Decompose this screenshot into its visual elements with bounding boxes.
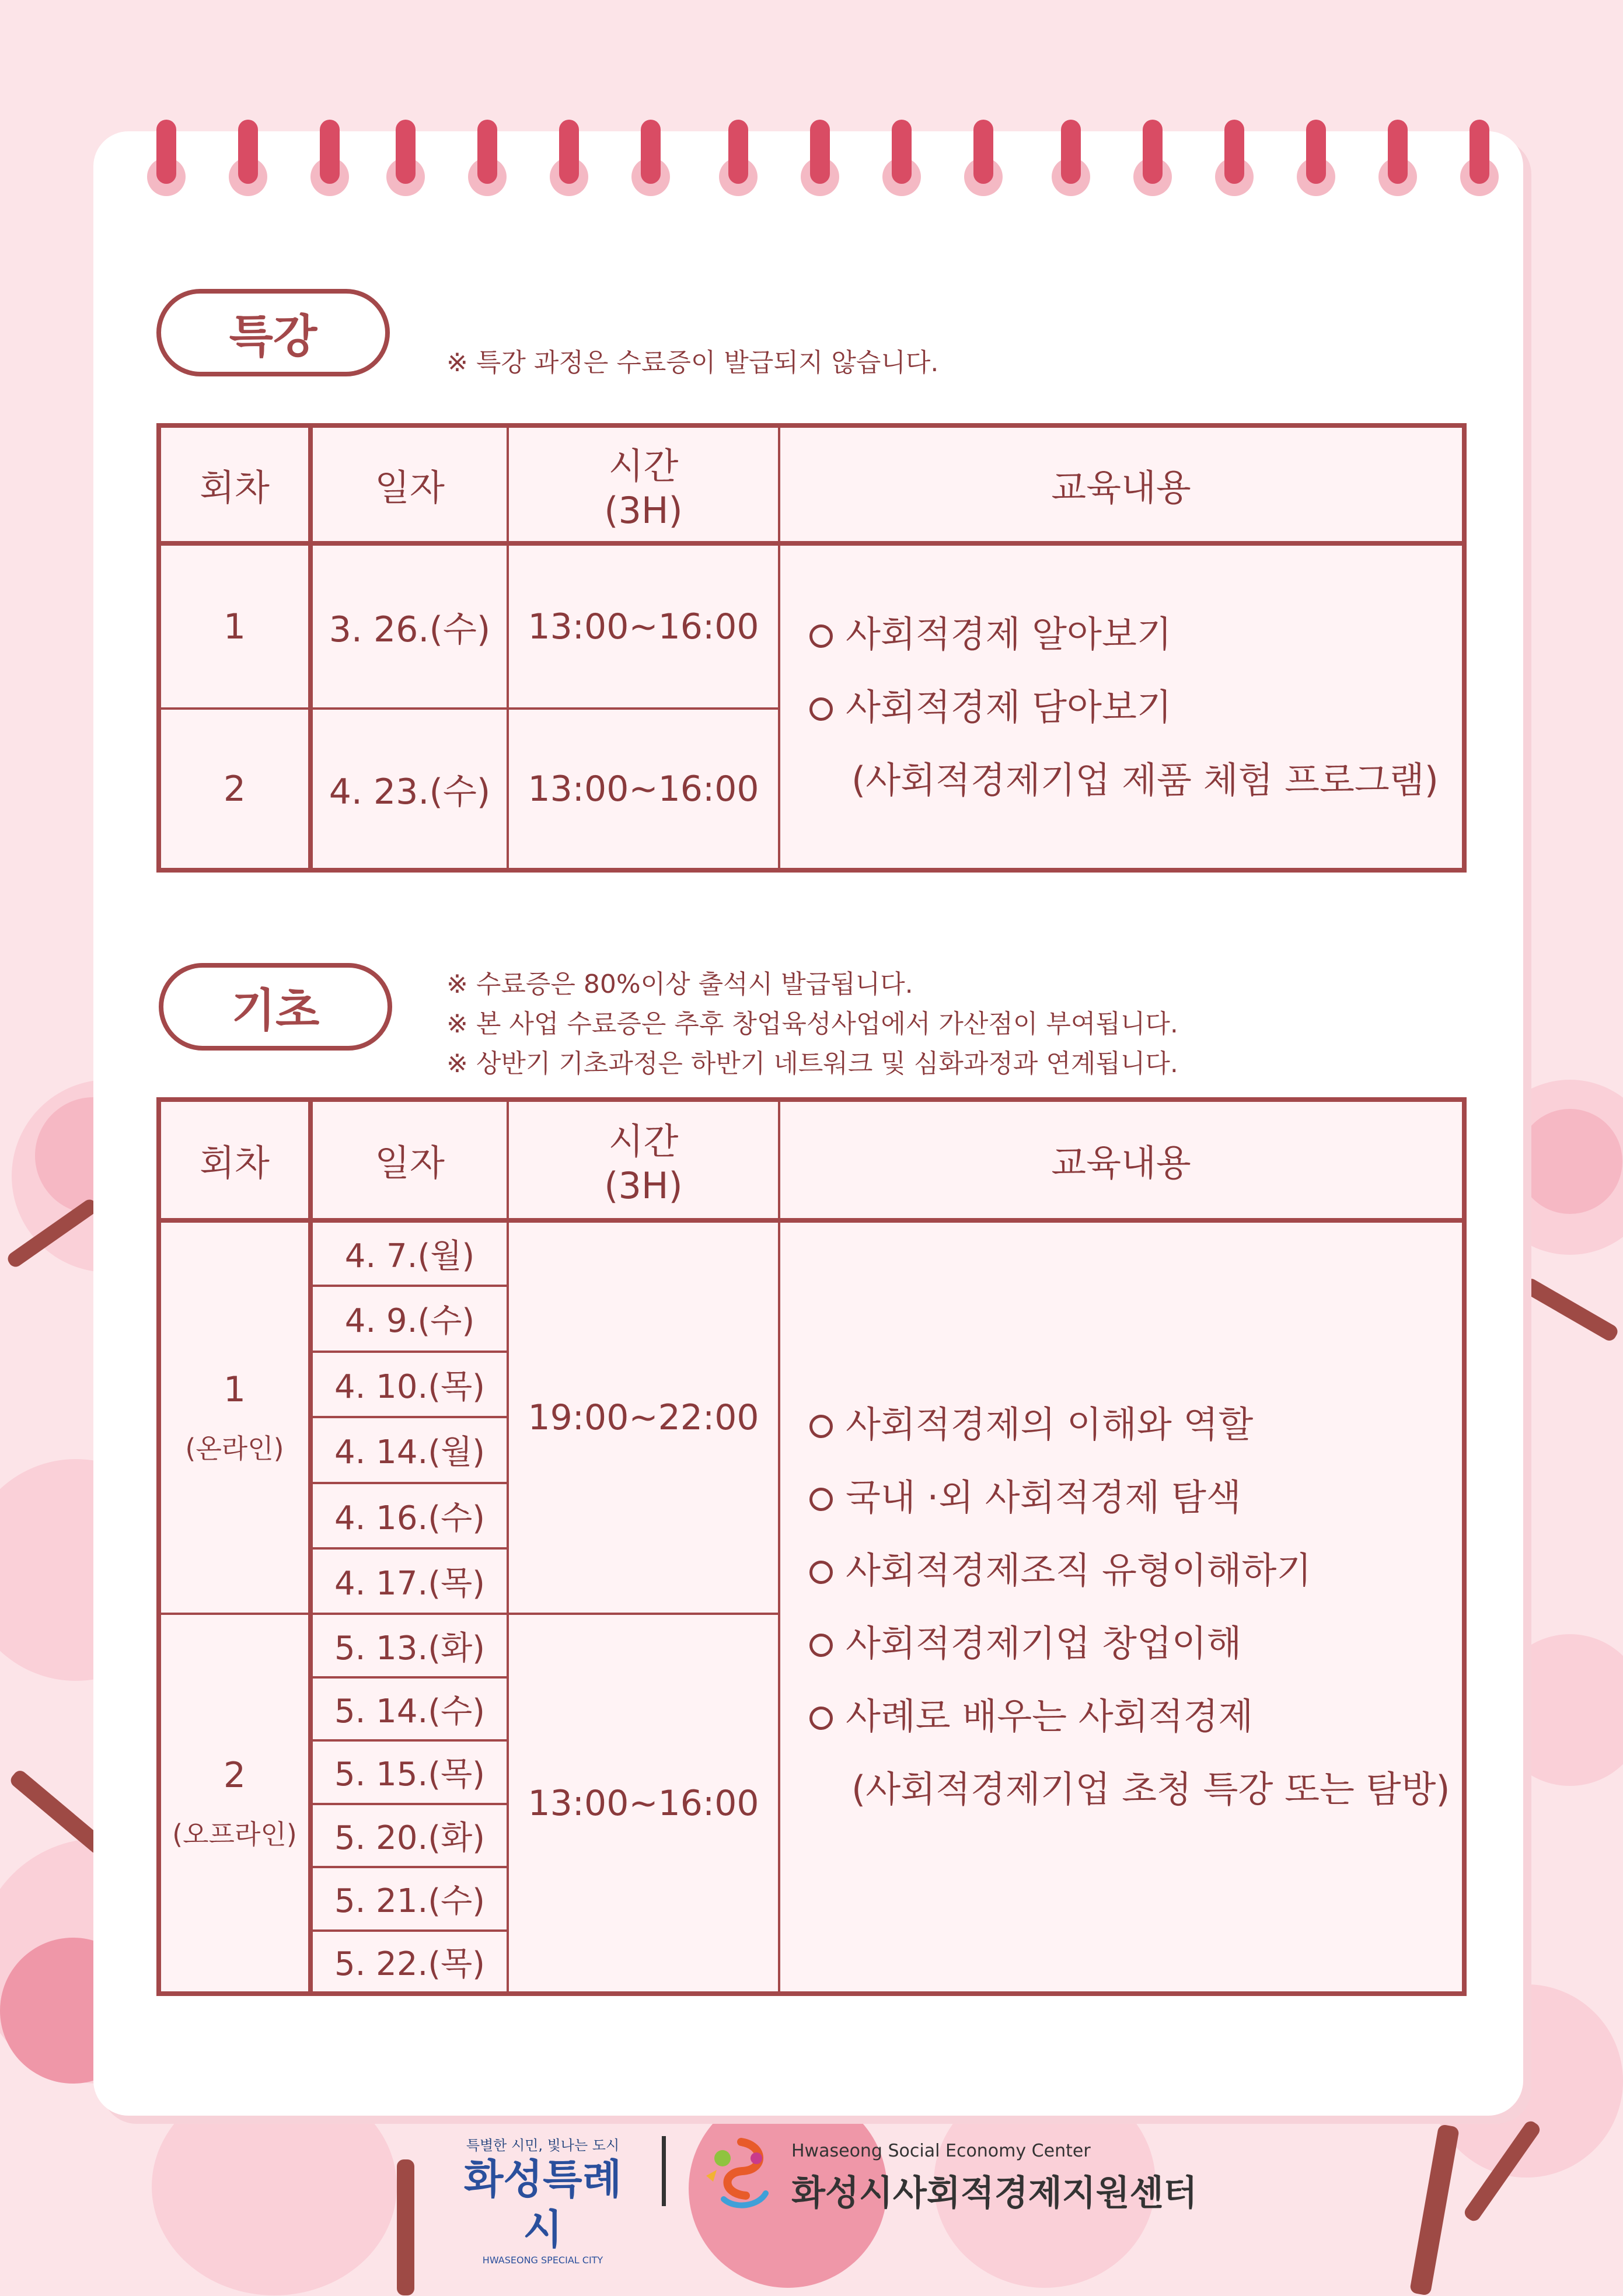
- logo-divider: [662, 2136, 666, 2206]
- content-item: [809, 1680, 1462, 1753]
- time-cell: 13:00~16:00: [508, 543, 779, 709]
- content-cell: [779, 1220, 1464, 1994]
- date-cell: 5. 15.(목): [310, 1740, 508, 1803]
- date-cell: 5. 22.(목): [310, 1931, 508, 1994]
- special-lecture-note: ※ 특강 과정은 수료증이 발급되지 않습니다.: [446, 348, 939, 378]
- header-date: 일자: [310, 425, 508, 543]
- center-name-english: Hwaseong Social Economy Center: [791, 2141, 1091, 2161]
- round-cell: [159, 1220, 310, 1614]
- date-cell: 5. 21.(수): [310, 1867, 508, 1930]
- hwaseong-city-logo: [455, 2124, 630, 2266]
- time-cell: 19:00~22:00: [508, 1220, 779, 1614]
- circle-bullet-icon: [809, 1415, 833, 1438]
- circle-bullet-icon: [809, 624, 833, 648]
- content-item-text: 사회적경제의 이해와 역할: [846, 1403, 1254, 1446]
- content-item: [809, 1607, 1462, 1680]
- circle-bullet-icon: [809, 1707, 833, 1730]
- round-cell: [159, 1614, 310, 1994]
- header-time: [508, 425, 779, 543]
- date-cell: 4. 14.(월): [310, 1417, 508, 1482]
- content-cell: [779, 543, 1464, 870]
- date-cell: 4. 23.(수): [310, 709, 508, 870]
- content-item-text: 사회적경제조직 유형이해하기: [846, 1549, 1312, 1592]
- date-cell: 4. 9.(수): [310, 1286, 508, 1351]
- table-row: [159, 1220, 1464, 1286]
- basic-note-3: ※ 상반기 기초과정은 하반기 네트워크 및 심화과정과 연계됩니다.: [446, 1049, 1178, 1079]
- content-item: [809, 1534, 1462, 1607]
- round-cell: 1: [159, 543, 310, 709]
- date-cell: 4. 10.(목): [310, 1352, 508, 1417]
- header-time: [508, 1100, 779, 1220]
- content-item-text: 사회적경제기업 창업이해: [846, 1622, 1242, 1665]
- round-mode: (오프라인): [172, 1818, 297, 1850]
- circle-bullet-icon: [809, 1634, 833, 1657]
- header-time-label: 시간: [608, 1120, 679, 1163]
- footer-logos: [0, 2124, 1623, 2264]
- round-mode: (온라인): [185, 1433, 284, 1465]
- table-row: [159, 543, 1464, 709]
- content-item: [809, 671, 1462, 744]
- header-content: 교육내용: [779, 425, 1464, 543]
- time-cell: 13:00~16:00: [508, 709, 779, 870]
- basic-note-2: ※ 본 사업 수료증은 추후 창업육성사업에서 가산점이 부여됩니다.: [446, 1009, 1178, 1039]
- content-subnote: (사회적경제기업 제품 체험 프로그램): [851, 758, 1439, 801]
- basic-note-1: ※ 수료증은 80%이상 출석시 발급됩니다.: [446, 969, 913, 999]
- content-item-text: 사례로 배우는 사회적경제: [846, 1695, 1254, 1738]
- date-cell: 5. 14.(수): [310, 1677, 508, 1740]
- center-name-korean: 화성시사회적경제지원센터: [791, 2173, 1198, 2214]
- header-content: 교육내용: [779, 1100, 1464, 1220]
- basic-course-badge: 기초: [159, 963, 392, 1051]
- round-cell: 2: [159, 709, 310, 870]
- content-item-text: 사회적경제 알아보기: [846, 612, 1172, 655]
- header-time-unit: (3H): [604, 489, 683, 532]
- content-subnote: (사회적경제기업 초청 특강 또는 탐방): [851, 1768, 1450, 1811]
- special-lecture-badge: 특강: [156, 289, 390, 376]
- table-header-row: [159, 1100, 1464, 1220]
- basic-course-table: [156, 1097, 1467, 1996]
- circle-bullet-icon: [809, 1561, 833, 1584]
- special-lecture-table: [156, 423, 1467, 873]
- header-round: 회차: [159, 1100, 310, 1220]
- header-round: 회차: [159, 425, 310, 543]
- header-time-label: 시간: [608, 445, 679, 488]
- content-item-text: 국내 ·외 사회적경제 탐색: [846, 1476, 1241, 1519]
- header-date: 일자: [310, 1100, 508, 1220]
- content-item: [809, 598, 1462, 671]
- content-item-text: 사회적경제 담아보기: [846, 685, 1172, 728]
- time-cell: 13:00~16:00: [508, 1614, 779, 1994]
- round-number: 1: [223, 1369, 246, 1411]
- center-logo-icon: [700, 2135, 776, 2211]
- header-time-unit: (3H): [604, 1164, 683, 1208]
- date-cell: 5. 13.(화): [310, 1614, 508, 1677]
- city-name: 화성특례시: [463, 2155, 622, 2253]
- content-item: [809, 1388, 1462, 1461]
- date-cell: 4. 17.(목): [310, 1548, 508, 1614]
- table-header-row: [159, 425, 1464, 543]
- content-item: [809, 1461, 1462, 1534]
- circle-bullet-icon: [809, 697, 833, 721]
- date-cell: 4. 7.(월): [310, 1220, 508, 1286]
- date-cell: 5. 20.(화): [310, 1804, 508, 1867]
- city-slogan: 특별한 시민, 빛나는 도시: [466, 2137, 620, 2154]
- circle-bullet-icon: [809, 1488, 833, 1511]
- round-number: 2: [223, 1754, 246, 1796]
- date-cell: 4. 16.(수): [310, 1483, 508, 1548]
- date-cell: 3. 26.(수): [310, 543, 508, 709]
- city-name-english: HWASEONG SPECIAL CITY: [482, 2255, 603, 2266]
